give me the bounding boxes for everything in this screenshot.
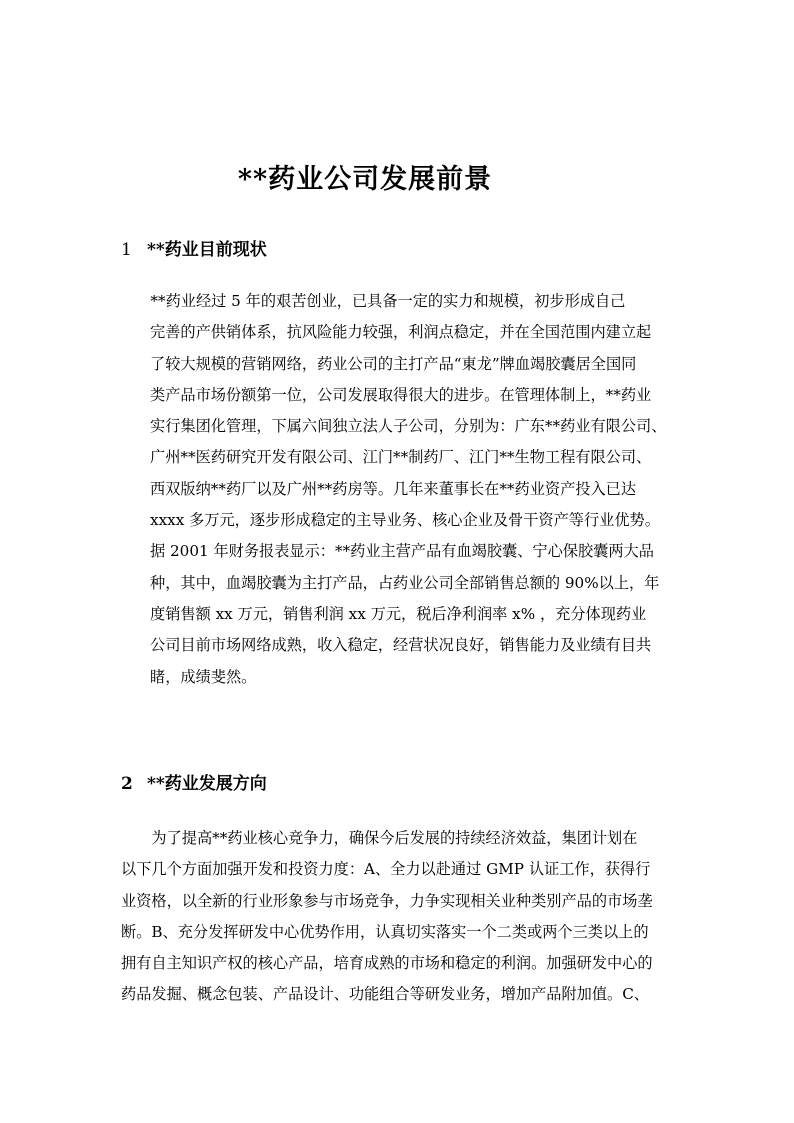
paragraph-line: 为了提高**药业核心竞争力，确保今后发展的持续经济效益，集团计划在 [121,829,638,847]
paragraph-line: 据 2001 年财务报表显示：**药业主营产品有血竭胶囊、宁心保胶囊两大品 [150,542,654,561]
paragraph-line: **药业经过 5 年的艰苦创业，已具备一定的实力和规模，初步形成自己 [120,292,626,310]
section-2-heading [121,772,267,796]
paragraph-line: 以下几个方面加强开发和投资力度：A、全力以赴通过 GMP 认证工作，获得行 [121,860,651,879]
paragraph-line: 拥有自主知识产权的核心产品，培育成熟的市场和稳定的利润。加强研发中心的 [121,954,653,973]
section-1-title: **药业目前现状 [147,240,267,260]
paragraph-line: 药品发掘、概念包装、产品设计、功能组合等研发业务，增加产品附加值。C、 [121,985,649,1004]
section-1-heading [121,238,267,262]
paragraph-line: 公司目前市场网络成熟，收入稳定，经营状况良好，销售能力及业绩有目共 [150,636,652,655]
section-2-paragraph [121,823,653,1011]
section-1-number: 1 [121,240,132,260]
paragraph-line: 实行集团化管理，下属六间独立法人子公司，分别为：广东**药业有限公司、 [150,417,667,436]
paragraph-line: 完善的产供销体系，抗风险能力较强，利润点稳定，并在全国范围内建立起 [150,323,652,342]
paragraph-line: 类产品市场份额第一位，公司发展取得很大的进步。在管理体制上，**药业 [150,385,652,404]
paragraph-line: xxxx 多万元，逐步形成稳定的主导业务、核心企业及骨干资产等行业优势。 [150,511,660,530]
paragraph-line: 广州**医药研究开发有限公司、江门**制药厂、江门**生物工程有限公司、 [150,448,652,467]
paragraph-line: 种，其中，血竭胶囊为主打产品，占药业公司全部销售总额的 90%以上，年 [150,573,660,592]
paragraph-line: 断。B、充分发挥研发中心优势作用，认真切实落实一个二类或两个三类以上的 [121,922,649,941]
paragraph-line: 度销售额 xx 万元，销售利润 xx 万元，税后净利润率 x% ，充分体现药业 [150,604,647,623]
section-1-paragraph [120,286,667,693]
paragraph-line: 业资格，以全新的行业形象参与市场竞争，力争实现相关业种类别产品的市场垄 [121,891,653,910]
section-2-number: 2 [121,774,133,794]
paragraph-line: 了较大规模的营销网络，药业公司的主打产品“東龙”牌血竭胶囊居全国同 [150,354,637,373]
document-title: **药业公司发展前景 [237,164,493,195]
section-2-title: **药业发展方向 [147,774,267,794]
paragraph-line: 睹，成绩斐然。 [150,667,257,686]
paragraph-line: 西双版纳**药厂以及广州**药房等。几年来董事长在**药业资产投入已达 [150,479,636,498]
